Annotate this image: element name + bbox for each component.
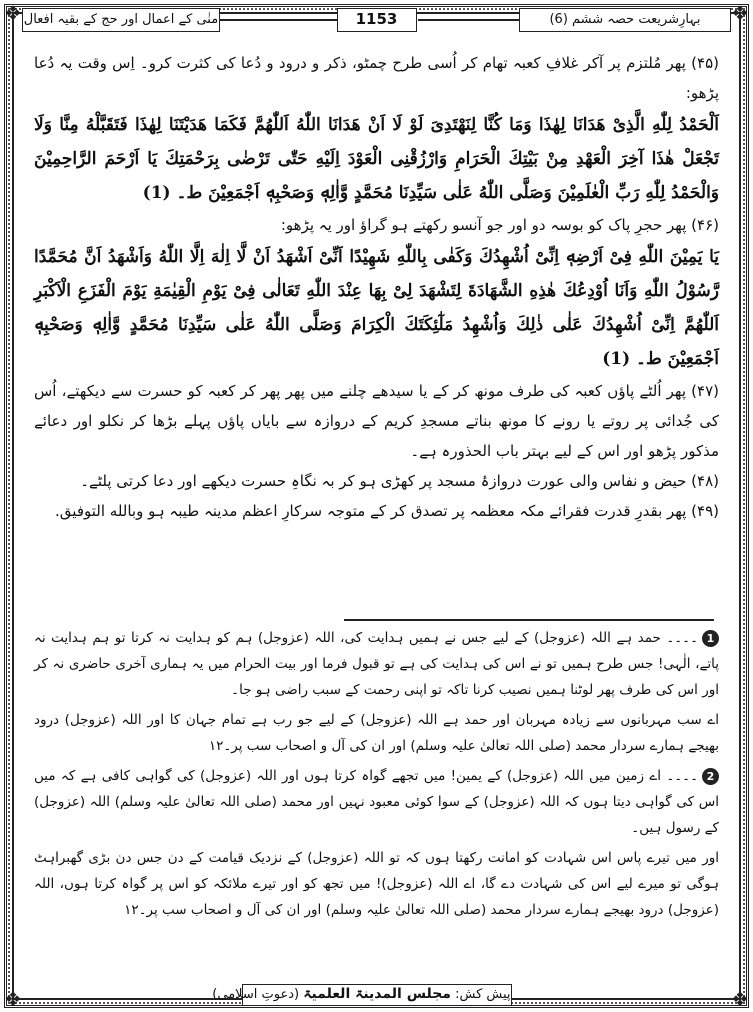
footnote-text: اور میں تیرے پاس اس شہادت کو امانت رکھتا ہوں کہ تو اللہ (عزوجل) کے نزدیک قیامت کے دن جس دن بڑی گھبراہٹ ہوگی تو میرے لیے اس کی شہادت دے گا، اے اللہ (عزوجل)! میں تجھ کو اور تیرے ملائکہ کو اس پر گواہ کرتا ہوں، اللہ (عزوجل) درود بھیجے ہمارے سردار محمد (صلی اللہ تعالیٰ علیہ وسلم) اور ان کی آل و اصحاب سب پر۔۱۲ [34, 850, 719, 918]
corner-ornament-icon: ❖ [4, 1, 22, 25]
footnote-2-continued [34, 845, 719, 923]
footnote-badge: 2 [702, 768, 719, 785]
page-footer [212, 984, 512, 1006]
footnote-text: ۔۔۔۔ حمد ہے اللہ (عزوجل) کے لیے جس نے ہمیں ہدایت کی، اللہ (عزوجل) ہم کو ہدایت نہ کرتا تو ہم ہدایت نہ پاتے، الٰہی! جس طرح ہمیں تو نے اس کی ہدایت کی ہے تو قبول فرما اور بیت الحرام میں یہ ہماری آخری حاضری نہ کر اور اس کی طرف پھر لوٹنا ہمیں نصیب کرنا تاکہ تو اپنی رحمت کے سبب راضی ہو جا۔ [34, 630, 719, 698]
paragraph-49: (۴۹) پھر بقدرِ قدرت فقرائے مکہ معظمہ پر تصدق کر کے متوجہ سرکارِ اعظم مدینہ طیبہ ہو وبالله التوفيق. [55, 502, 719, 520]
footnotes [34, 625, 719, 927]
paragraph-45-intro: (۴۵) پھر مُلتزم پر آکر غلافِ کعبہ تھام کر اُسی طرح چمٹو، ذکر و درود و دُعا کی کثرت کرو۔ اِس وقت یہ دُعا پڑھو: [34, 54, 719, 102]
publisher-name: مجلس المدینۃ العلمیۃ [303, 986, 451, 1002]
book-title: بہارِشریعت حصہ ششم (6) [519, 8, 731, 32]
arabic-dua-45: اَلْحَمْدُ لِلّٰهِ الَّذِیْ هَدَانَا لِهٰذَا وَمَا كُنَّا لِنَهْتَدِیَ لَوْ لَا اَنْ هَدَانَا اللّٰهُ اَللّٰهُمَّ فَكَمَا هَدَيْتَنَا لِهٰذَا فَتَقَبَّلْهُ مِنَّا وَلَا تَجْعَلْ هٰذَا آخِرَ الْعَهْدِ مِنْ بَيْتِكَ الْحَرَامِ وَارْزُقْنِی الْعَوْدَ اِلَيْهِ حَتّٰى تَرْضٰى بِرَحْمَتِكَ يَا اَرْحَمَ الرَّاحِمِيْنَ وَالْحَمْدُ لِلّٰهِ رَبِّ الْعٰلَمِيْنَ وَصَلَّى اللّٰهُ عَلٰى سَيِّدِنَا مُحَمَّدٍ وَّاٰلِهٖ وَصَحْبِهٖ اَجْمَعِيْنَ ط۔ (1) [34, 115, 719, 203]
footnote-rule [344, 619, 714, 621]
footnote-2 [34, 763, 719, 841]
arabic-dua-46: يَا يَمِيْنَ اللّٰهِ فِیْ اَرْضِهٖ اِنِّیْ اُشْهِدُكَ وَكَفٰى بِاللّٰهِ شَهِيْدًا اَنِّیْ اَشْهَدُ اَنْ لَّا اِلٰهَ اِلَّا اللّٰهُ وَاَشْهَدُ اَنَّ مُحَمَّدًا رَّسُوْلُ اللّٰهِ وَاَنَا اُوْدِعُكَ هٰذِهِ الشَّهَادَةَ لِتَشْهَدَ لِیْ بِهَا عِنْدَ اللّٰهِ تَعَالٰى فِیْ يَوْمِ الْقِيٰمَةِ يَوْمَ الْفَزَعِ الْاَكْبَرِ اَللّٰهُمَّ اِنِّیْ اُشْهِدُكَ عَلٰى ذٰلِكَ وَاُشْهِدُ مَلٰٓئِكَتَكَ الْكِرَامَ وَصَلَّى اللّٰهُ عَلٰى سَيِّدِنَا مُحَمَّدٍ وَّاٰلِهٖ وَصَحْبِهٖ اَجْمَعِيْنَ ط۔ (1) [34, 247, 719, 369]
corner-ornament-icon: ❖ [731, 1, 749, 25]
corner-ornament-icon: ❖ [4, 987, 22, 1011]
corner-ornament-icon: ❖ [731, 987, 749, 1011]
footnote-badge: 1 [702, 630, 719, 647]
footnote-1 [34, 625, 719, 703]
header-divider [418, 19, 533, 21]
footnote-1-continued [34, 707, 719, 759]
header-divider [220, 19, 338, 21]
publisher-subtitle: (دعوتِ اسلامی) [212, 987, 300, 1002]
main-text [34, 48, 719, 526]
footnote-text: اے سب مہربانوں سے زیادہ مہربان اور حمد ہے اللہ (عزوجل) کے لیے جو رب ہے تمام جہان کا اور اللہ (عزوجل) درود بھیجے ہمارے سردار محمد (صلی اللہ تعالیٰ علیہ وسلم) اور ان کی آل و اصحاب سب پر۔۱۲ [34, 712, 719, 754]
page-number: 1153 [337, 8, 417, 32]
page-header [22, 8, 731, 34]
paragraph-48: (۴۸) حیض و نفاس والی عورت دروازۂ مسجد پر کھڑی ہو کر بہ نگاہِ حسرت دیکھے اور دعا کرتی پلٹے۔ [80, 472, 719, 490]
chapter-title: منٰی کے اعمال اور حج کے بقیہ افعال [22, 8, 220, 32]
paragraph-47: (۴۷) پھر اُلٹے پاؤں کعبہ کی طرف مونھ کر کے یا سیدھے چلنے میں پھر پھر کر کعبہ کو حسرت سے دیکھتے، اُس کی جُدائی پر روتے یا رونے کا مونھ بناتے مسجدِ کریم کے دروازہ سے بایاں پاؤں پہلے بڑھا کر نکلو اور دعائے مذکور پڑھو اور اس کے لیے بہتر باب الحذورہ ہے۔ [34, 382, 719, 460]
paragraph-46-intro: (۴۶) پھر حجرِ پاک کو بوسہ دو اور جو آنسو رکھتے ہو گراؤ اور یہ پڑھو: [280, 216, 719, 234]
presenter-label: پیش کش: [455, 987, 511, 1002]
footnote-text: ۔۔۔۔ اے زمین میں اللہ (عزوجل) کے یمین! میں تجھے گواہ کرتا ہوں اور اللہ (عزوجل) کی گواہی کافی ہے کہ میں اس کی گواہی دیتا ہوں کہ اللہ (عزوجل) کے سوا کوئی معبود نہیں اور محمد (صلی اللہ تعالیٰ علیہ وسلم) اللہ (عزوجل) کے رسول ہیں۔ [34, 768, 719, 836]
